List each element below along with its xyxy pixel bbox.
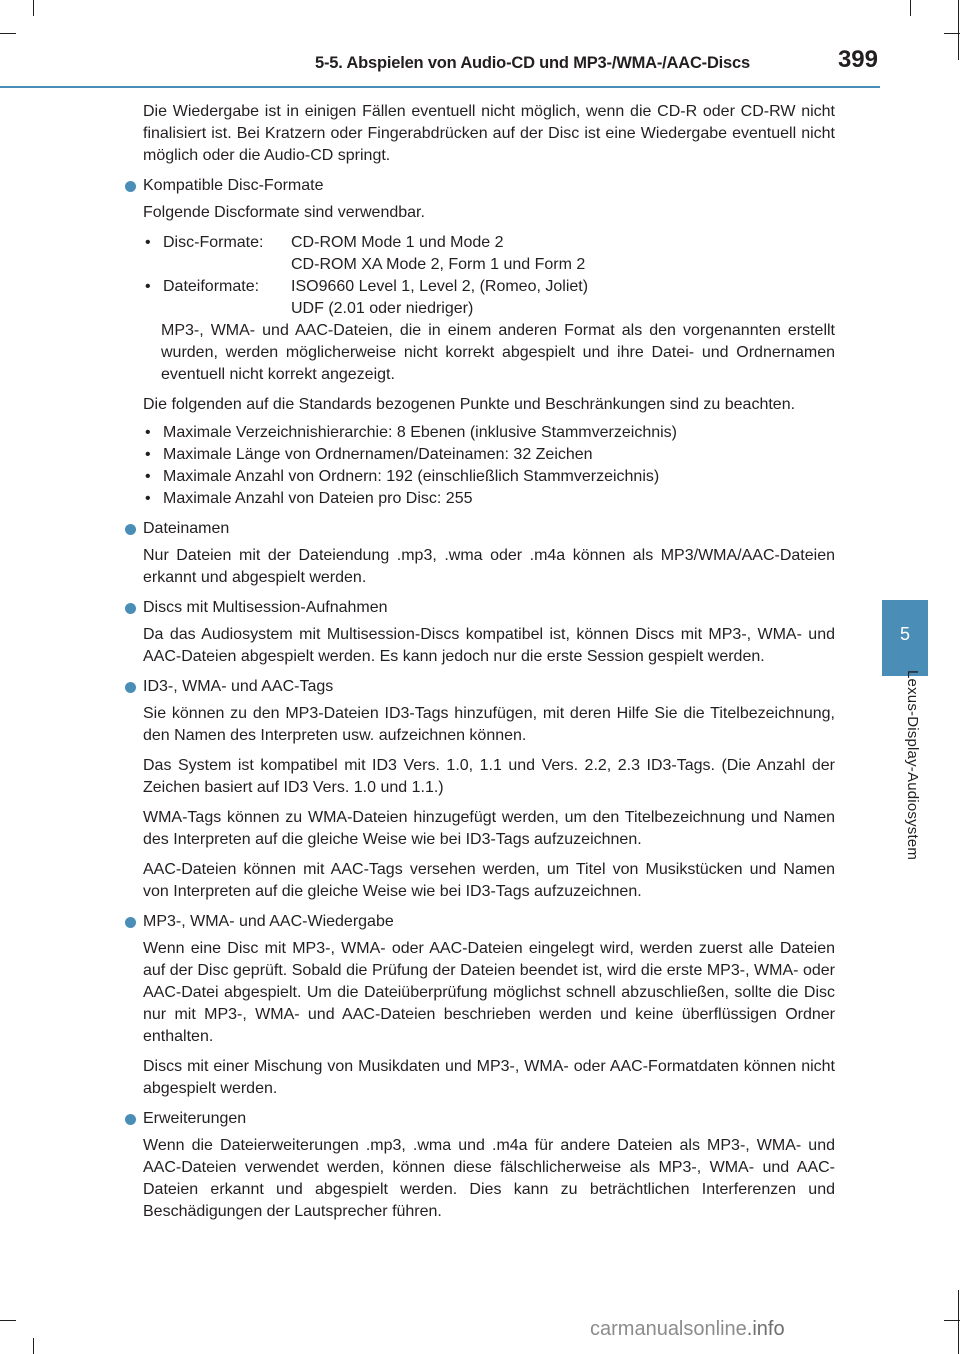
- crop-mark: [910, 0, 911, 16]
- bullet-dot-icon: [125, 1114, 136, 1125]
- section-paragraph: AAC-Dateien können mit AAC-Tags versehen werden, um Titel von Musikstücken und Namen von Interpreten auf die gleiche Weise wie bei ID3-Tags aufzuzeichnen.: [143, 861, 835, 900]
- section-heading: MP3-, WMA- und AAC-Wiedergabe: [143, 911, 835, 933]
- format-value: UDF (2.01 oder niedriger): [291, 300, 474, 317]
- format-row: [143, 232, 835, 254]
- section-paragraph: Wenn die Dateierweiterungen .mp3, .wma und .m4a für andere Dateien als MP3-, WMA- und AAC-Dateien verwendet werden, können diese fälschlicherweise als MP3-, WMA- und AAC-Dateien erkannt und abgespielt werden. Dies kann zu beträchtlichen Interferenzen und Beschädigungen der Lautsprecher führen.: [143, 1137, 835, 1220]
- section-lead: Folgende Discformate sind verwendbar.: [143, 204, 425, 221]
- section-heading: Dateinamen: [143, 518, 835, 540]
- list-bullet: •: [145, 234, 151, 251]
- section-paragraph: Da das Audiosystem mit Multisession-Discs kompatibel ist, können Discs mit MP3-, WMA- und AAC-Dateien abgespielt werden. Es kann jedoch nur die erste Session gespielt werden.: [143, 626, 835, 665]
- bullet-dot-icon: [125, 603, 136, 614]
- list-item: • Maximale Verzeichnishierarchie: 8 Ebenen (inklusive Stammverzeichnis): [145, 424, 677, 441]
- section-paragraph: WMA-Tags können zu WMA-Dateien hinzugefügt werden, um den Titelbezeichnung und Namen des Interpreten auf die gleiche Weise wie bei ID3-Tags aufzuzeichnen.: [143, 809, 835, 848]
- format-row: [143, 254, 835, 276]
- crop-mark: [33, 1338, 34, 1354]
- bullet-dot-icon: [125, 181, 136, 192]
- list-item: • Maximale Anzahl von Dateien pro Disc: 255: [145, 490, 473, 507]
- chapter-number: 5: [899, 624, 910, 644]
- format-row: [143, 298, 835, 320]
- limits-list: [143, 422, 835, 510]
- section-paragraph: Das System ist kompatibel mit ID3 Vers. 1.0, 1.1 und Vers. 2.2, 2.3 ID3-Tags. (Die Anzahl der Zeichen basiert auf ID3 Vers. 1.0 und 1.1.): [143, 757, 835, 796]
- intro-paragraph: Die Wiedergabe ist in einigen Fällen eventuell nicht möglich, wenn die CD-R oder CD-RW nicht finalisiert ist. Bei Kratzern oder Fingerabdrücken auf der Disc ist eine Wiedergabe eventuell nicht möglich oder die Audio-CD springt.: [143, 103, 835, 164]
- bullet-dot-icon: [125, 917, 136, 928]
- section-heading: Erweiterungen: [143, 1108, 835, 1130]
- section-title: 5-5. Abspielen von Audio-CD und MP3-/WMA-/AAC-Discs: [314, 54, 750, 72]
- section-paragraph: Sie können zu den MP3-Dateien ID3-Tags hinzufügen, mit deren Hilfe Sie die Titelbezeichnung, den Namen des Interpreten usw. aufzeichnen können.: [143, 705, 835, 744]
- format-list: [143, 232, 835, 386]
- standards-intro: Die folgenden auf die Standards bezogenen Punkte und Beschränkungen sind zu beachten.: [143, 396, 796, 413]
- crop-mark: [0, 33, 16, 34]
- crop-mark: [944, 1320, 960, 1321]
- watermark: [590, 1318, 785, 1341]
- header-rule: [0, 86, 880, 88]
- crop-mark: [958, 1290, 959, 1354]
- format-label: Dateiformate:: [163, 278, 260, 295]
- section-heading: Discs mit Multisession-Aufnahmen: [143, 597, 835, 619]
- format-label: Disc-Formate:: [163, 234, 264, 251]
- chapter-tab: [882, 600, 928, 676]
- crop-mark: [0, 1320, 16, 1321]
- section-heading: ID3-, WMA- und AAC-Tags: [143, 676, 835, 698]
- watermark-text: carmanualsonline: [590, 1318, 747, 1340]
- page-number: 399: [837, 46, 878, 73]
- bullet-dot-icon: [125, 524, 136, 535]
- format-value: ISO9660 Level 1, Level 2, (Romeo, Joliet): [291, 278, 589, 295]
- format-value: CD-ROM XA Mode 2, Form 1 und Form 2: [291, 256, 586, 273]
- section-paragraph: Wenn eine Disc mit MP3-, WMA- oder AAC-Dateien eingelegt wird, werden zuerst alle Dateien auf der Disc geprüft. Sobald die Prüfung der Dateien beendet ist, wird die erste MP3-, WMA- oder AAC-Datei abgespielt. Um die Dateiüberprüfung möglichst schnell abzuschließen, sollte die Disc nur mit MP3-, WMA- und AAC-Dateien beschrieben werden und keine überflüssigen Ordner enthalten.: [143, 940, 835, 1045]
- section-heading: Kompatible Disc-Formate: [143, 175, 835, 197]
- bullet-dot-icon: [125, 682, 136, 693]
- crop-mark: [958, 0, 959, 60]
- section-paragraph: Nur Dateien mit der Dateiendung .mp3, .wma oder .m4a können als MP3/WMA/AAC-Dateien erkannt und abgespielt werden.: [143, 547, 835, 586]
- list-item: • Maximale Länge von Ordnernamen/Dateinamen: 32 Zeichen: [145, 446, 593, 463]
- format-value: CD-ROM Mode 1 und Mode 2: [291, 234, 504, 251]
- section-paragraph: Discs mit einer Mischung von Musikdaten und MP3-, WMA- oder AAC-Formatdaten können nicht abgespielt werden.: [143, 1058, 835, 1097]
- chapter-title: Lexus-Display-Audiosystem: [904, 670, 921, 861]
- crop-mark: [33, 0, 34, 16]
- format-note: MP3-, WMA- und AAC-Dateien, die in einem anderen Format als den vorgenannten erstellt wurden, werden möglicherweise nicht korrekt abgespielt und ihre Datei- und Ordnernamen eventuell nicht korrekt angezeigt.: [161, 322, 835, 383]
- format-row: [143, 276, 835, 298]
- page-content: [143, 101, 835, 1231]
- list-item: • Maximale Anzahl von Ordnern: 192 (einschließlich Stammverzeichnis): [145, 468, 660, 485]
- list-bullet: •: [145, 278, 151, 295]
- watermark-suffix: .info: [746, 1318, 785, 1340]
